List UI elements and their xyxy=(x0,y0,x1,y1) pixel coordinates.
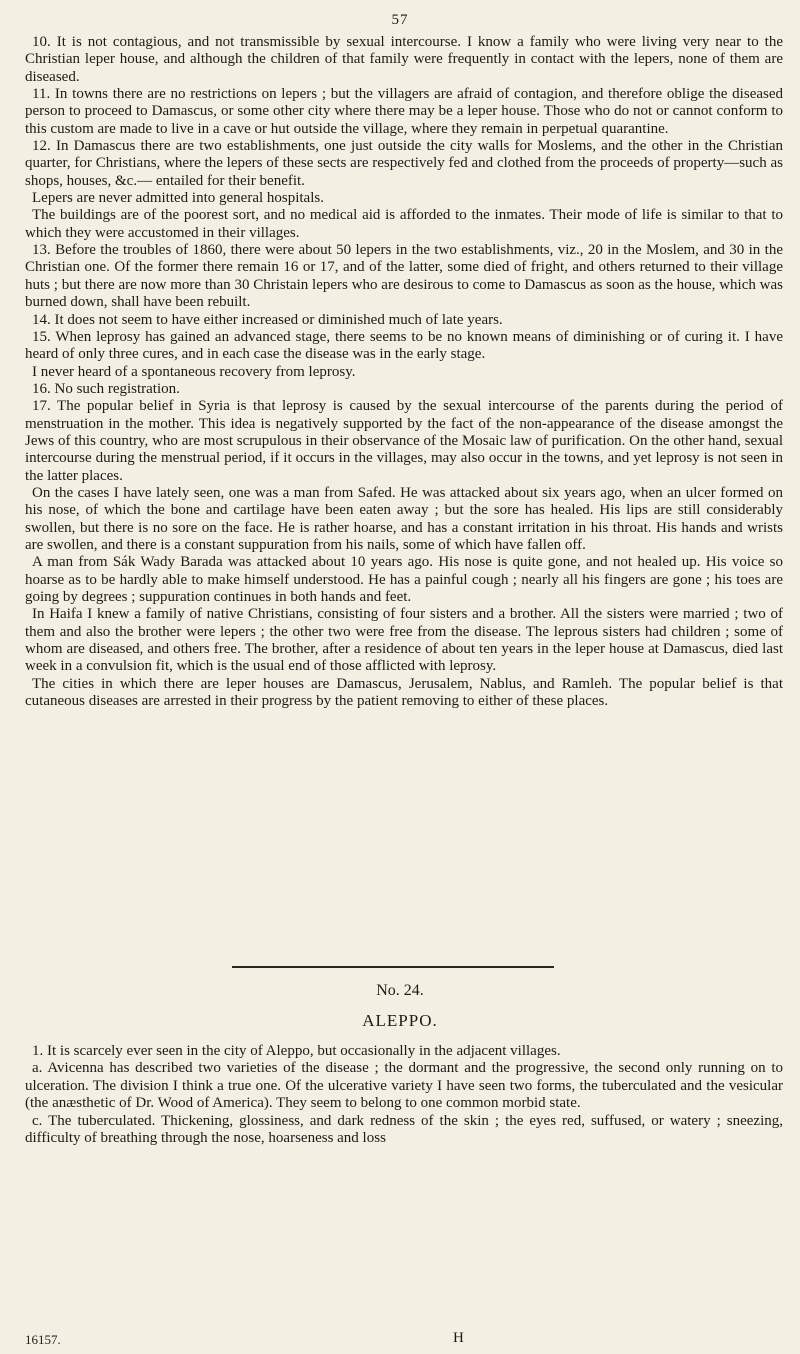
paragraph-12: 12. In Damascus there are two establishments, one just outside the city walls for Moslems, and the other in the Christian quarter, for Christians, where the lepers of these sects are respectively fed and clothed from the proceeds of property—such as shops, houses, &c.— entailed for their benefit. xyxy=(25,138,783,189)
paragraph-14: 14. It does not seem to have either increased or diminished much of late years. xyxy=(32,311,503,328)
section-title: ALEPPO. xyxy=(362,1011,438,1030)
paragraph-safed-case: On the cases I have lately seen, one was a man from Safed. He was attacked about six years ago, when an ulcer formed on his nose, of which the bone and cartilage have been eaten away ; but the sore has healed. His lips are still considerably swollen, but there is no sore on the face. He is rather hoarse, and has a constant irritation in his throat. His hands and wrists are swollen, and there is a constant suppuration from his nails, some of which have fallen off. xyxy=(25,484,783,553)
section-divider xyxy=(232,966,554,968)
paragraph-16: 16. No such registration. xyxy=(32,380,180,397)
paragraph-15: 15. When leprosy has gained an advanced stage, there seems to be no known means of diminishing or of curing it. I have heard of only three cures, and in each case the disease was in the early stage. xyxy=(25,328,783,363)
print-code: 16157. xyxy=(25,1332,61,1347)
body-text xyxy=(25,34,783,710)
signature-mark: H xyxy=(453,1330,464,1346)
paragraph-10: 10. It is not contagious, and not transmissible by sexual intercourse. I know a family who were living very near to the Christian leper house, and although the children of that family were frequently in contact with the lepers, none of them are diseased. xyxy=(25,34,783,85)
paragraph-17: 17. The popular belief in Syria is that leprosy is caused by the sexual intercourse of the parents during the period of menstruation in the mother. This idea is negatively supported by the fact of the non-appearance of the disease amongst the Jews of this country, who are most scrupulous in their observance of the Mosaic law of purification. On the other hand, sexual intercourse during the menstrual period, if it occurs in the villages, may also occur in the towns, and yet leprosy is not seen in the latter places. xyxy=(25,398,783,484)
paragraph-leper-houses: The cities in which there are leper houses are Damascus, Jerusalem, Nablus, and Ramleh. The popular belief is that cutaneous diseases are arrested in their progress by the patient removing to either of these places. xyxy=(25,675,783,710)
aleppo-paragraph-c: c. The tuberculated. Thickening, glossiness, and dark redness of the skin ; the eyes red, suffused, or watery ; sneezing, difficulty of breathing through the nose, hoarseness and loss xyxy=(25,1112,783,1147)
section-text xyxy=(25,1043,783,1147)
paragraph-wady-barada-case: A man from Sák Wady Barada was attacked about 10 years ago. His nose is quite gone, and not healed up. His voice so hoarse as to be hardly able to make himself understood. He has a painful cough ; nearly all his fingers are gone ; his toes are going by degrees ; suppuration continues in both hands and feet. xyxy=(25,554,783,605)
paragraph-buildings: The buildings are of the poorest sort, and no medical aid is afforded to the inmates. Their mode of life is similar to that to which they were accustomed in their villages. xyxy=(25,207,783,241)
paragraph-hospitals: Lepers are never admitted into general hospitals. xyxy=(32,190,324,207)
page-number: 57 xyxy=(391,12,409,28)
page-footer xyxy=(25,1332,783,1350)
aleppo-paragraph-1: 1. It is scarcely ever seen in the city of Aleppo, but occasionally in the adjacent villages. xyxy=(32,1043,561,1059)
paragraph-haifa-family: In Haifa I knew a family of native Christians, consisting of four sisters and a brother. All the sisters were married ; two of them and also the brother were lepers ; the other two were free from the disease. The leprous sisters had children ; some of whom are diseased, and others free. The brother, after a residence of about ten years in the leper house at Damascus, died last week in a convulsion fit, which is the usual end of those afflicted with leprosy. xyxy=(25,606,783,675)
aleppo-paragraph-a: a. Avicenna has described two varieties of the disease ; the dormant and the progressive, the second only running on to ulceration. The division I think a true one. Of the ulcerative variety I have seen two forms, the tuberculated and the vesicular (the anæsthetic of Dr. Wood of America). They seem to belong to one common morbid state. xyxy=(25,1060,783,1112)
paragraph-13: 13. Before the troubles of 1860, there were about 50 lepers in the two establishments, viz., 20 in the Moslem, and 30 in the Christian one. Of the former there remain 16 or 17, and of the latter, some died of fright, and others returned to their village huts ; but there are now more than 30 Christain lepers who are desirous to come to Damascus as soon as the house, which was burned down, shall have been rebuilt. xyxy=(25,242,783,311)
paragraph-recovery: I never heard of a spontaneous recovery from leprosy. xyxy=(32,363,356,380)
section-number: No. 24. xyxy=(376,982,424,999)
paragraph-11: 11. In towns there are no restrictions on lepers ; but the villagers are afraid of contagion, and therefore oblige the diseased person to proceed to Damascus, or some other city where there may be a leper house. Those who do not or cannot conform to this custom are made to live in a cave or hut outside the village, where they remain in perpetual quarantine. xyxy=(25,86,783,137)
